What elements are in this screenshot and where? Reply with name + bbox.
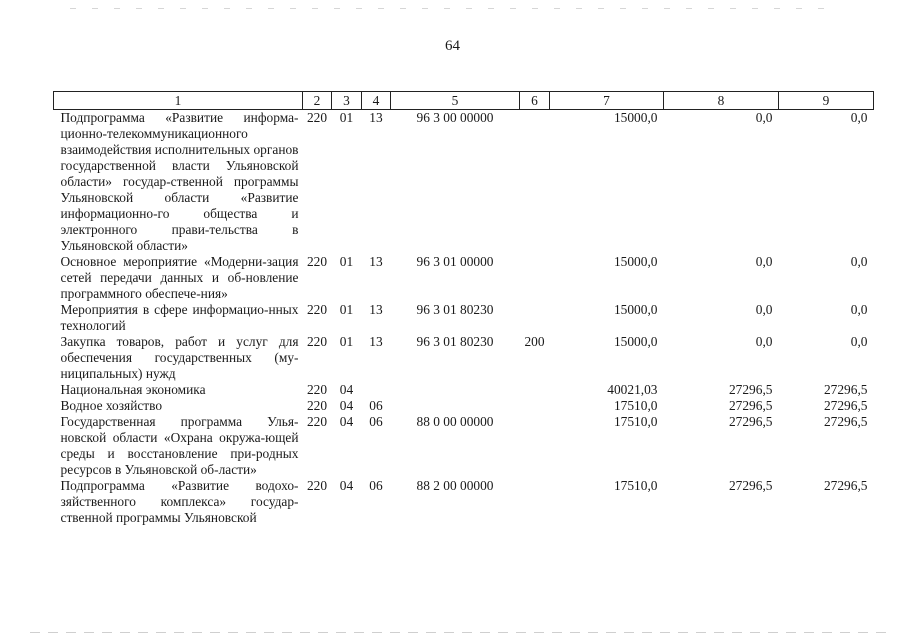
table-row	[54, 334, 874, 382]
row-amount-year3: 0,0	[850, 110, 868, 125]
row-subsection-code: 13	[369, 334, 383, 349]
table-body	[54, 110, 874, 527]
row-amount-year2: 0,0	[755, 254, 773, 269]
row-amount-year2: 27296,5	[728, 382, 773, 397]
row-amount-year1: 15000,0	[613, 254, 658, 269]
page-number: 64	[445, 38, 460, 54]
row-subsection-code	[362, 382, 391, 398]
row-section-code: 01	[339, 334, 354, 349]
header-cell: 7	[550, 92, 664, 110]
row-target-code: 88 0 00 00000	[416, 414, 494, 429]
row-section-code: 01	[339, 110, 354, 125]
row-target-code: 88 2 00 00000	[416, 478, 494, 493]
row-section-code: 04	[339, 478, 354, 493]
row-expense-type	[520, 302, 550, 334]
row-ministry-code: 220	[306, 398, 328, 413]
row-amount-year1: 15000,0	[613, 302, 658, 317]
row-ministry-code: 220	[306, 414, 328, 429]
row-amount-year3: 0,0	[850, 254, 868, 269]
row-ministry-code: 220	[306, 110, 328, 125]
row-expense-type	[520, 398, 550, 414]
row-subsection-code: 06	[369, 478, 383, 493]
row-subsection-code: 13	[369, 254, 383, 269]
row-amount-year3: 0,0	[850, 302, 868, 317]
row-name: Государственная программа Улья-новской области «Охрана окружа-ющей среды и восстановление при-родных ресурсов в Ульяновской об-ласти»	[60, 414, 299, 477]
budget-table	[53, 91, 874, 526]
table-row	[54, 414, 874, 478]
row-section-code: 04	[339, 382, 354, 397]
row-name: Водное хозяйство	[60, 398, 163, 413]
row-amount-year2: 27296,5	[728, 398, 773, 413]
row-target-code: 96 3 01 80230	[416, 302, 494, 317]
row-amount-year1: 15000,0	[613, 110, 658, 125]
row-target-code: 96 3 01 00000	[416, 254, 494, 269]
row-ministry-code: 220	[306, 254, 328, 269]
row-amount-year1: 15000,0	[613, 334, 658, 349]
row-expense-type	[520, 478, 550, 526]
header-cell: 2	[303, 92, 332, 110]
table-row	[54, 382, 874, 398]
row-amount-year2: 0,0	[755, 334, 773, 349]
row-amount-year1: 17510,0	[613, 398, 658, 413]
row-expense-type: 200	[524, 334, 545, 349]
row-name: Мероприятия в сфере информацио-нных технологий	[60, 302, 299, 333]
row-expense-type	[520, 254, 550, 302]
row-name: Национальная экономика	[60, 382, 206, 397]
row-name: Подпрограмма «Развитие информа-ционно-телекоммуникационного взаимодействия исполнительных органов государственной власти Ульяновской области» государ-ственной программы Ульяновской области «Развитие информационно-го общества и электронного прави-тельства в Ульяновской области»	[60, 110, 299, 253]
table-row	[54, 110, 874, 255]
row-amount-year3: 27296,5	[823, 382, 868, 397]
row-amount-year2: 27296,5	[728, 414, 773, 429]
row-amount-year1: 17510,0	[613, 414, 658, 429]
row-name: Подпрограмма «Развитие водохо-зяйственного комплекса» государ-ственной программы Ульяновской	[60, 478, 299, 525]
row-subsection-code: 13	[369, 302, 383, 317]
table-row	[54, 398, 874, 414]
row-section-code: 04	[339, 398, 354, 413]
table-row	[54, 478, 874, 526]
row-subsection-code: 13	[369, 110, 383, 125]
row-amount-year3: 27296,5	[823, 398, 868, 413]
row-expense-type	[520, 382, 550, 398]
scan-artifact-top	[70, 8, 830, 9]
row-ministry-code: 220	[306, 478, 328, 493]
header-cell: 6	[520, 92, 550, 110]
row-target-code	[391, 382, 520, 398]
row-expense-type	[520, 414, 550, 478]
row-subsection-code: 06	[369, 398, 383, 413]
table-row	[54, 302, 874, 334]
row-name: Основное мероприятие «Модерни-зация сетей передачи данных и об-новление программного обеспече-ния»	[60, 254, 299, 301]
table-row	[54, 254, 874, 302]
row-ministry-code: 220	[306, 334, 328, 349]
row-target-code: 96 3 00 00000	[416, 110, 494, 125]
header-row	[54, 92, 874, 110]
row-subsection-code: 06	[369, 414, 383, 429]
header-cell: 9	[779, 92, 874, 110]
row-amount-year3: 0,0	[850, 334, 868, 349]
row-expense-type	[520, 110, 550, 255]
header-cell: 3	[332, 92, 362, 110]
row-amount-year2: 0,0	[755, 302, 773, 317]
row-target-code: 96 3 01 80230	[416, 334, 494, 349]
row-name: Закупка товаров, работ и услуг для обеспечения государственных (му-ниципальных) нужд	[60, 334, 299, 381]
scan-artifact-bottom	[30, 632, 890, 633]
row-target-code	[391, 398, 520, 414]
row-amount-year3: 27296,5	[823, 478, 868, 493]
header-cell: 5	[391, 92, 520, 110]
row-section-code: 01	[339, 254, 354, 269]
row-ministry-code: 220	[306, 302, 328, 317]
row-section-code: 01	[339, 302, 354, 317]
header-cell: 1	[54, 92, 303, 110]
header-cell: 4	[362, 92, 391, 110]
table-header	[54, 92, 874, 110]
row-amount-year1: 17510,0	[613, 478, 658, 493]
header-cell: 8	[664, 92, 779, 110]
row-amount-year2: 0,0	[755, 110, 773, 125]
row-amount-year1: 40021,03	[607, 382, 658, 397]
row-ministry-code: 220	[306, 382, 328, 397]
row-amount-year3: 27296,5	[823, 414, 868, 429]
row-section-code: 04	[339, 414, 354, 429]
row-amount-year2: 27296,5	[728, 478, 773, 493]
